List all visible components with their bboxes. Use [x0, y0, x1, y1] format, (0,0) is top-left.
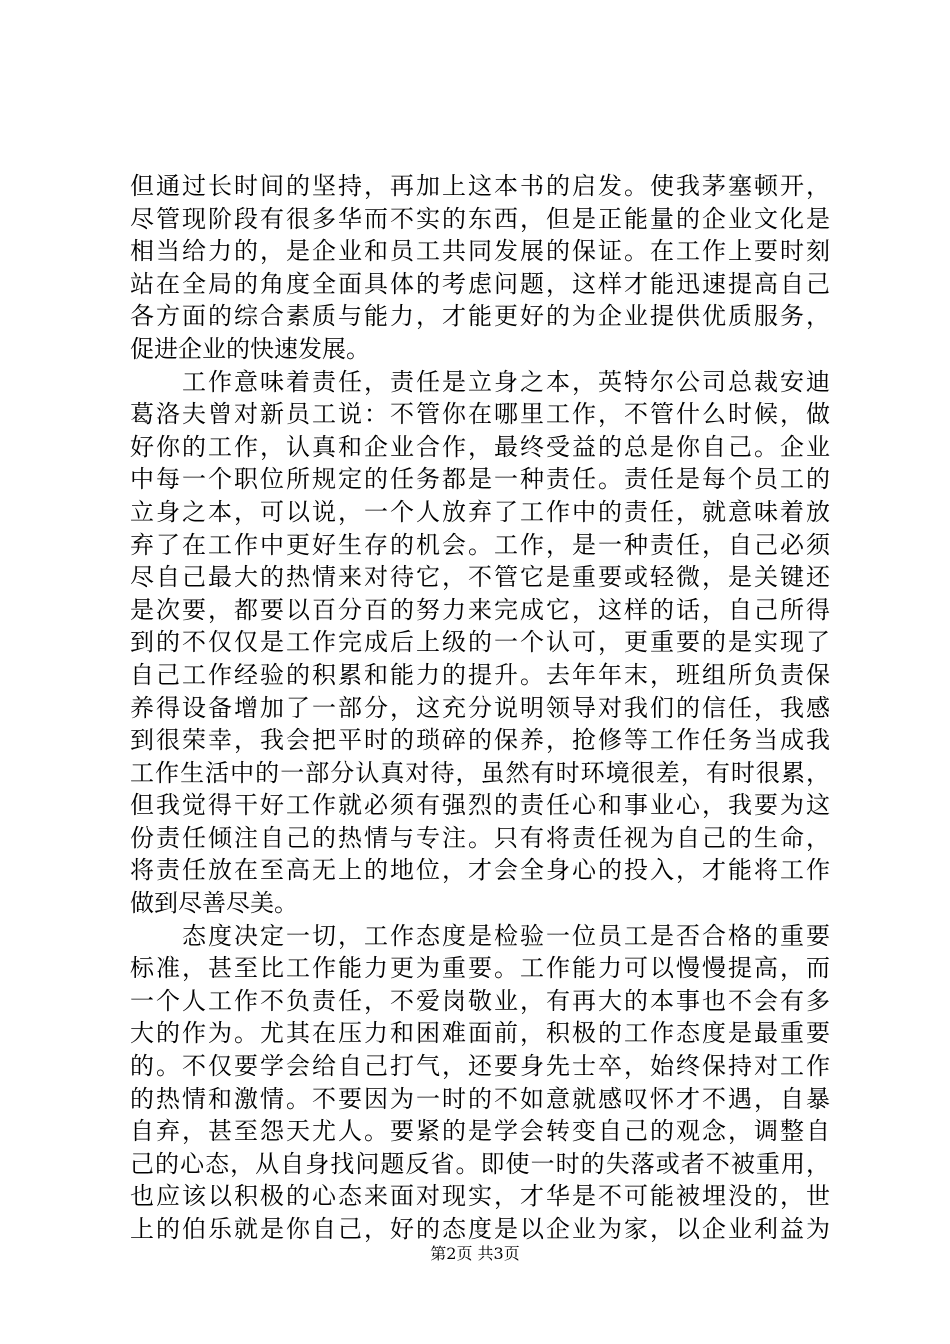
paragraph — [130, 920, 830, 1246]
text-line: 好你的工作，认真和企业合作，最终受益的总是你自己。企业 — [130, 432, 830, 461]
text-line: 站在全局的角度全面具体的考虑问题，这样才能迅速提高自己 — [130, 269, 830, 298]
text-line: 自己工作经验的积累和能力的提升。去年年末，班组所负责保 — [130, 660, 830, 689]
text-line: 是次要，都要以百分百的努力来完成它，这样的话，自己所得 — [130, 595, 830, 624]
text-line: 中每一个职位所规定的任务都是一种责任。责任是每个员工的 — [130, 465, 830, 494]
text-line: 到的不仅仅是工作完成后上级的一个认可，更重要的是实现了 — [130, 628, 830, 657]
text-line: 各方面的综合素质与能力，才能更好的为企业提供优质服务， — [130, 302, 830, 331]
text-line: 份责任倾注自己的热情与专注。只有将责任视为自己的生命， — [130, 823, 830, 852]
text-line: 也应该以积极的心态来面对现实，才华是不可能被埋没的，世 — [130, 1182, 830, 1211]
text-line: 工作意味着责任，责任是立身之本，英特尔公司总裁安迪 — [182, 367, 830, 396]
text-line: 弃了在工作中更好生存的机会。工作，是一种责任，自己必须 — [130, 530, 830, 559]
text-line: 到很荣幸，我会把平时的琐碎的保养，抢修等工作任务当成我 — [130, 726, 830, 755]
text-line: 尽自己最大的热情来对待它，不管它是重要或轻微，是关键还 — [130, 563, 830, 592]
text-line: 自弃，甚至怨天尤人。要紧的是学会转变自己的观念，调整自 — [130, 1117, 830, 1146]
text-line: 但通过长时间的坚持，再加上这本书的启发。使我茅塞顿开， — [130, 172, 830, 200]
text-line: 己的心态，从自身找问题反省。即使一时的失落或者不被重用， — [130, 1149, 830, 1178]
page-footer: 第2页 共3页 — [430, 1244, 520, 1263]
document-body — [130, 170, 830, 1246]
paragraph — [130, 366, 830, 920]
text-line: 相当给力的，是企业和员工共同发展的保证。在工作上要时刻 — [130, 237, 830, 266]
text-line: 葛洛夫曾对新员工说：不管你在哪里工作，不管什么时候，做 — [130, 400, 830, 429]
text-line: 工作生活中的一部分认真对待，虽然有时环境很差，有时很累， — [130, 758, 830, 787]
text-line: 的。不仅要学会给自己打气，还要身先士卒，始终保持对工作 — [130, 1052, 830, 1081]
text-line: 促进企业的快速发展。 — [130, 334, 370, 363]
text-line: 态度决定一切，工作态度是检验一位员工是否合格的重要 — [182, 921, 830, 950]
text-line: 尽管现阶段有很多华而不实的东西，但是正能量的企业文化是 — [130, 204, 830, 233]
text-line: 但我觉得干好工作就必须有强烈的责任心和事业心，我要为这 — [130, 791, 830, 820]
text-line: 标准，甚至比工作能力更为重要。工作能力可以慢慢提高，而 — [130, 954, 830, 983]
text-line: 立身之本，可以说，一个人放弃了工作中的责任，就意味着放 — [130, 497, 830, 526]
text-line: 大的作为。尤其在压力和困难面前，积极的工作态度是最重要 — [130, 1019, 830, 1048]
text-line: 做到尽善尽美。 — [130, 889, 298, 918]
text-line: 养得设备增加了一部分，这充分说明领导对我们的信任，我感 — [130, 693, 830, 722]
paragraph — [130, 170, 830, 366]
text-line: 一个人工作不负责任，不爱岗敬业，有再大的本事也不会有多 — [130, 986, 830, 1015]
text-line: 的热情和激情。不要因为一时的不如意就感叹怀才不遇，自暴 — [130, 1084, 830, 1113]
text-line: 上的伯乐就是你自己，好的态度是以企业为家，以企业利益为 — [130, 1215, 830, 1243]
text-line: 将责任放在至高无上的地位，才会全身心的投入，才能将工作 — [130, 856, 830, 885]
